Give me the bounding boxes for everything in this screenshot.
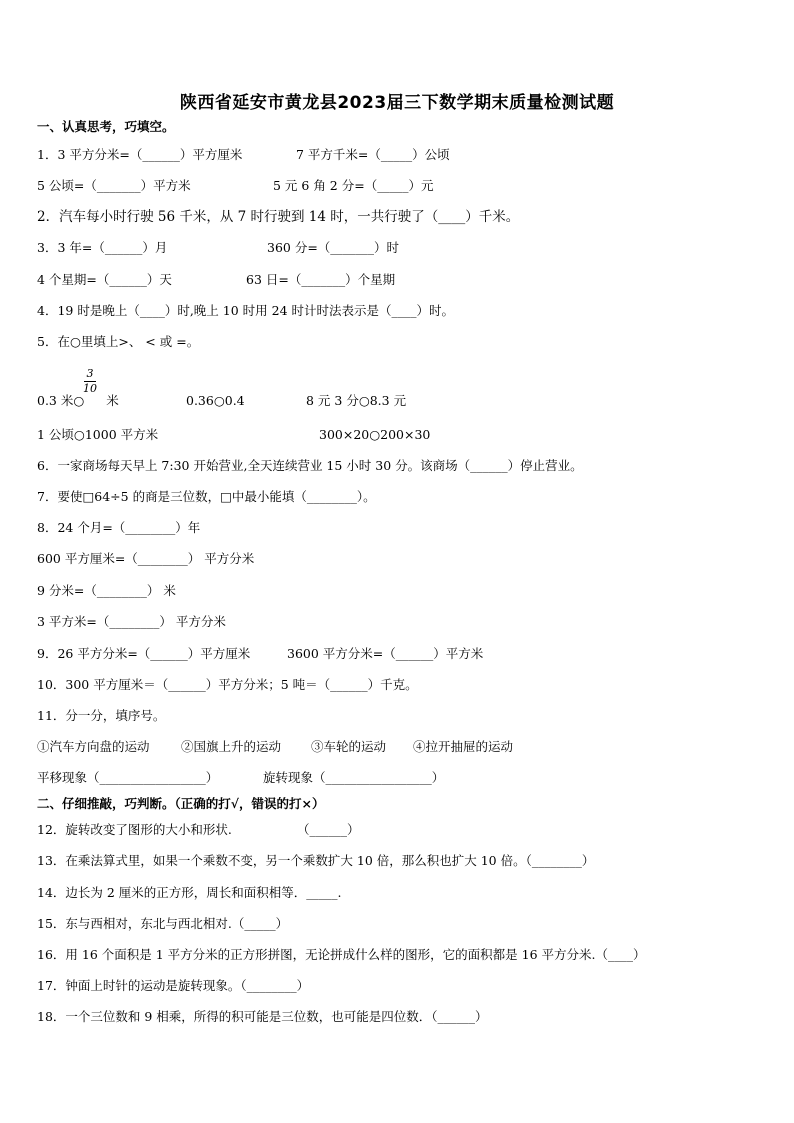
question-1b: 7 平方千米=（_____）公顷 — [296, 147, 450, 162]
question-9b: 3600 平方分米=（______）平方米 — [287, 646, 484, 661]
question-17: 17．钟面上时针的运动是旋转现象。（________） — [37, 978, 310, 993]
question-9a: 9．26 平方分米=（______）平方厘米 — [37, 646, 251, 661]
question-3b: 360 分=（_______）时 — [267, 240, 400, 255]
question-11f: 旋转现象（_________________） — [263, 770, 445, 785]
fraction-three-tenths — [79, 368, 101, 395]
question-11d: ④拉开抽屉的运动 — [413, 739, 514, 754]
section-1-heading: 一、认真思考，巧填空。 — [37, 119, 175, 134]
question-16: 16．用 16 个面积是 1 平方分米的正方形拼图，无论拼成什么样的图形，它的面积都是 16 平方分米.（____） — [37, 947, 646, 962]
question-5b: 0.36○0.4 — [186, 393, 245, 408]
question-1a: 1．3 平方分米=（______）平方厘米 — [37, 147, 243, 162]
question-4: 4．19 时是晚上（____）时,晚上 10 时用 24 时计时法表示是（____）时。 — [37, 303, 455, 318]
question-8a: 8．24 个月=（________）年 — [37, 520, 201, 535]
question-14: 14．边长为 2 厘米的正方形，周长和面积相等．_____. — [37, 885, 342, 900]
question-3d: 63 日=（_______）个星期 — [246, 272, 396, 287]
question-12-blank: （______） — [297, 822, 360, 837]
question-2: 2．汽车每小时行驶 56 千米，从 7 时行驶到 14 时，一共行驶了（____）千米。 — [37, 209, 520, 225]
question-11c: ③车轮的运动 — [311, 739, 387, 754]
question-8b: 600 平方厘米=（________） 平方分米 — [37, 551, 255, 566]
question-8d: 3 平方米=（________） 平方分米 — [37, 614, 226, 629]
question-5c: 8 元 3 分○8.3 元 — [306, 393, 407, 408]
section-2-heading: 二、仔细推敲，巧判断。（正确的打√，错误的打×） — [37, 796, 325, 811]
question-18: 18．一个三位数和 9 相乘，所得的积可能是三位数，也可能是四位数．（______） — [37, 1009, 488, 1024]
question-1c: 5 公顷=（_______）平方米 — [37, 178, 191, 193]
question-15: 15．东与西相对，东北与西北相对.（_____） — [37, 916, 289, 931]
question-13: 13．在乘法算式里，如果一个乘数不变，另一个乘数扩大 10 倍，那么积也扩大 10 倍。（________） — [37, 853, 595, 868]
question-11e: 平移现象（_________________） — [37, 770, 219, 785]
question-10: 10．300 平方厘米＝（______）平方分米；5 吨＝（______）千克。 — [37, 677, 418, 692]
question-5e: 300×20○200×30 — [319, 427, 431, 442]
question-5: 5．在○里填上>、 < 或 =。 — [37, 334, 200, 349]
question-5a-unit: 米 — [106, 393, 119, 408]
fraction-numerator: 3 — [86, 367, 94, 380]
page-title: 陕西省延安市黄龙县2023届三下数学期末质量检测试题 — [179, 93, 615, 113]
question-8c: 9 分米=（________） 米 — [37, 583, 176, 598]
question-6: 6．一家商场每天早上 7:30 开始营业,全天连续营业 15 小时 30 分。该商场（______）停止营业。 — [37, 458, 583, 473]
question-5a — [37, 393, 119, 409]
question-11a: ①汽车方向盘的运动 — [37, 739, 150, 754]
question-5d: 1 公顷○1000 平方米 — [37, 427, 159, 442]
question-11b: ②国旗上升的运动 — [181, 739, 282, 754]
question-11: 11．分一分，填序号。 — [37, 708, 166, 723]
question-3c: 4 个星期=（______）天 — [37, 272, 172, 287]
question-1d: 5 元 6 角 2 分=（_____）元 — [273, 178, 434, 193]
fraction-denominator: 10 — [83, 382, 97, 395]
question-12: 12．旋转改变了图形的大小和形状. — [37, 822, 232, 837]
question-7: 7．要使□64÷5 的商是三位数，□中最小能填（________）。 — [37, 489, 376, 504]
question-3a: 3．3 年=（______）月 — [37, 240, 168, 255]
question-5a-left: 0.3 米○ — [37, 393, 85, 408]
